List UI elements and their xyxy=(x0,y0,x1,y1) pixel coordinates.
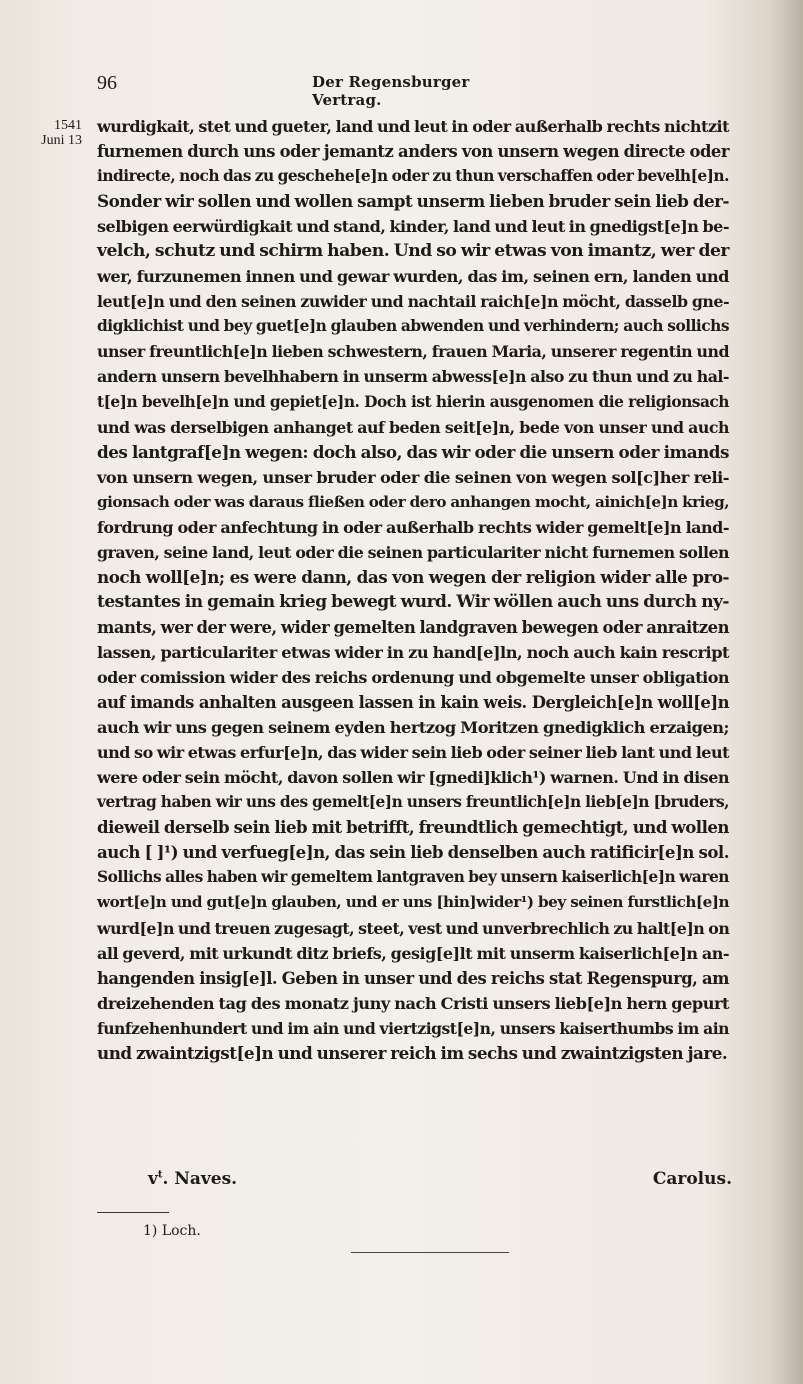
text-line: testantes in gemain krieg bewegt wurd. Wir wöllen auch uns durch ny- xyxy=(97,591,729,612)
text-line: hangenden insig[e]l. Geben in unser und des reichs stat Regenspurg, am xyxy=(97,968,729,988)
page-number: 96 xyxy=(97,72,117,94)
text-line: auch wir uns gegen seinem eyden hertzog Moritzen gnedigklich erzaigen; xyxy=(97,718,729,738)
margin-date-note xyxy=(30,118,82,148)
text-line: vertrag haben wir uns des gemelt[e]n unsers freuntlich[e]n lieb[e]n [bruders, xyxy=(97,793,729,812)
signature-prefix: v xyxy=(148,1169,158,1189)
text-line: oder comission wider des reichs ordenung und obgemelte unser obligation xyxy=(97,668,729,688)
text-line: Sonder wir sollen und wollen sampt unserm lieben bruder sein lieb der- xyxy=(97,191,729,212)
text-line: wer, furzunemen innen und gewar wurden, das im, seinen ern, landen und xyxy=(97,267,729,287)
text-line: were oder sein möcht, davon sollen wir [gnedi]klich¹) warnen. Und in disen xyxy=(97,768,729,788)
text-line: des lantgraf[e]n wegen: doch also, das wir oder die unsern oder imands xyxy=(97,441,729,462)
text-line: dieweil derselb sein lieb mit betrifft, freundtlich gemechtigt, und wollen xyxy=(97,817,729,838)
text-line: noch woll[e]n; es were dann, das von wegen der religion wider alle pro- xyxy=(97,566,729,587)
text-line: funfzehenhundert und im ain und viertzigst[e]n, unsers kaiserthumbs im ain xyxy=(97,1018,729,1038)
running-title: Der Regensburger Vertrag. xyxy=(312,73,470,109)
page-header xyxy=(97,72,542,109)
text-line: Sollichs alles haben wir gemeltem lantgraven bey unsern kaiserlich[e]n waren xyxy=(97,868,729,887)
text-line: leut[e]n und den seinen zuwider und nachtail raich[e]n möcht, dasselb gne- xyxy=(97,292,729,312)
footnote: 1) Loch. xyxy=(143,1223,201,1239)
text-line: indirecte, noch das zu geschehe[e]n oder zu thun verschaffen oder bevelh[e]n. xyxy=(97,167,729,186)
text-line: und zwaintzigst[e]n und unserer reich im sechs und zwaintzigsten jare. xyxy=(97,1042,728,1063)
text-line: gionsach oder was daraus fließen oder dero anhangen mocht, ainich[e]n krieg, xyxy=(97,492,729,511)
signature-line xyxy=(148,1169,732,1195)
signature-name-left: . Naves. xyxy=(162,1169,238,1189)
end-rule-divider xyxy=(351,1252,509,1253)
text-line: velch, schutz und schirm haben. Und so wir etwas von imantz, wer der xyxy=(97,241,729,262)
signature-superscript: t xyxy=(157,1169,163,1181)
text-line: lassen, particulariter etwas wider in zu hand[e]ln, noch auch kain rescript xyxy=(97,642,729,662)
text-line: auf imands anhalten ausgeen lassen in kain weis. Dergleich[e]n woll[e]n xyxy=(97,693,729,713)
text-line: unser freuntlich[e]n lieben schwestern, frauen Maria, unserer regentin und xyxy=(97,342,729,362)
signature-naves xyxy=(148,1169,237,1189)
text-line: andern unsern bevelhhabern in unserm abwess[e]n also zu thun und zu hal- xyxy=(97,367,729,387)
text-line: digklichist und bey guet[e]n glauben abwenden und verhindern; auch sollichs xyxy=(97,317,729,336)
text-line: fordrung oder anfechtung in oder außerhalb rechts wider gemelt[e]n land- xyxy=(97,517,729,537)
text-line: und so wir etwas erfur[e]n, das wider sein lieb oder seiner lieb lant und leut xyxy=(97,743,729,763)
margin-year: 1541 xyxy=(54,118,82,133)
text-line: wort[e]n und gut[e]n glauben, und er uns [hin]wider¹) bey seinen furstlich[e]n xyxy=(97,893,729,912)
text-line: von unsern wegen, unser bruder oder die seinen von wegen sol[c]her reli- xyxy=(97,467,729,487)
margin-day: Juni 13 xyxy=(41,133,82,148)
text-line: auch [ ]¹) und verfueg[e]n, das sein lieb denselben auch ratificir[e]n sol. xyxy=(97,842,729,863)
text-line: wurdigkait, stet und gueter, land und leut in oder außerhalb rechts nichtzit xyxy=(97,117,729,136)
text-line: wurd[e]n und treuen zugesagt, steet, vest und unverbrechlich zu halt[e]n on xyxy=(97,918,730,938)
main-text-block xyxy=(97,114,729,1066)
text-line: furnemen durch uns oder jemantz anders von unsern wegen directe oder xyxy=(97,142,729,162)
text-line: und was derselbigen anhanget auf beden seit[e]n, bede von unser und auch xyxy=(97,417,729,437)
text-line: mants, wer der were, wider gemelten landgraven bewegen oder anraitzen xyxy=(97,617,729,637)
text-line: selbigen eerwürdigkait und stand, kinder, land und leut in gnedigst[e]n be- xyxy=(97,217,729,237)
signature-carolus: Carolus. xyxy=(652,1169,732,1189)
text-line: graven, seine land, leut oder die seinen particulariter nicht furnemen sollen xyxy=(97,542,729,562)
text-line: dreizehenden tag des monatz juny nach Cristi unsers lieb[e]n hern gepurt xyxy=(97,993,729,1013)
text-line: all geverd, mit urkundt ditz briefs, gesig[e]lt mit unserm kaiserlich[e]n an- xyxy=(97,943,729,963)
footnote-divider xyxy=(97,1212,169,1213)
text-line: t[e]n bevelh[e]n und gepiet[e]n. Doch ist hierin ausgenomen die religionsach xyxy=(97,392,729,411)
